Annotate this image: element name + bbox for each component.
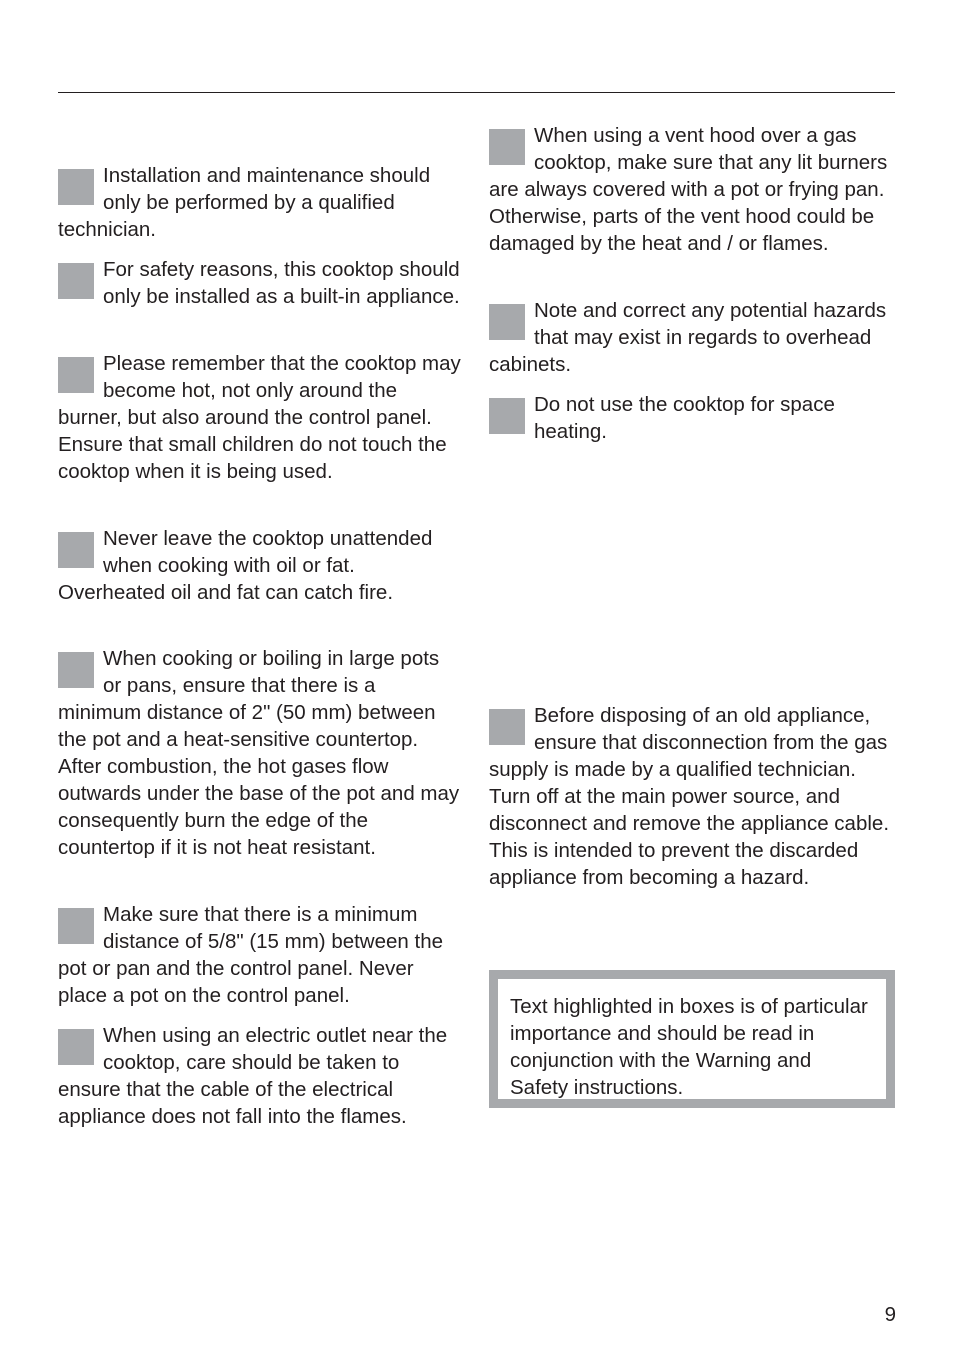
bullet-square-icon — [489, 398, 525, 434]
warning-text: Installation and maintenance should only be performed by a qualified technician. — [58, 164, 431, 241]
warning-text: For safety reasons, this cooktop should only be installed as a built-in appliance. — [103, 258, 460, 308]
highlight-note-box — [489, 970, 895, 1108]
bullet-square-icon — [489, 304, 525, 340]
warning-text: Do not use the cooktop for space heating. — [534, 393, 835, 443]
bullet-square-icon — [58, 532, 94, 568]
warning-item — [58, 645, 462, 861]
warning-text: Note and correct any potential hazards that may exist in regards to overhead cabinets. — [489, 299, 887, 376]
bullet-square-icon — [489, 709, 525, 745]
bullet-square-icon — [58, 357, 94, 393]
warning-item — [58, 525, 462, 606]
warning-text: Before disposing of an old appliance, ensure that disconnection from the gas supply is made by a qualified technician. Turn off at the main power source, and disconnect and remove the appliance cable. This is intended to prevent the discarded appliance from becoming a hazard. — [489, 704, 890, 889]
bullet-square-icon — [58, 908, 94, 944]
bullet-square-icon — [58, 169, 94, 205]
bullet-square-icon — [489, 129, 525, 165]
page-number: 9 — [884, 1303, 896, 1326]
warning-item — [489, 297, 893, 378]
note-text: Text highlighted in boxes is of particular importance and should be read in conjunction with the Warning and Safety instructions. — [510, 995, 868, 1099]
warning-text: Never leave the cooktop unattended when cooking with oil or fat. Overheated oil and fat can catch fire. — [58, 527, 433, 604]
warning-item — [58, 256, 462, 310]
warning-item — [58, 901, 462, 1009]
header-rule — [58, 92, 895, 93]
warning-item — [489, 391, 893, 445]
warning-item — [489, 702, 893, 891]
warning-text: When cooking or boiling in large pots or pans, ensure that there is a minimum distance of 2" (50 mm) between the pot and a heat-sensitive countertop. After combustion, the hot gases flow outwards under the base of the pot and may consequently burn the edge of the countertop if it is not heat resistant. — [58, 647, 460, 859]
warning-text: Make sure that there is a minimum distance of 5/8" (15 mm) between the pot or pan and the control panel. Never place a pot on the control panel. — [58, 903, 444, 1007]
warning-item — [489, 122, 893, 257]
warning-text: Please remember that the cooktop may become hot, not only around the burner, but also around the control panel. Ensure that small children do not touch the cooktop when it is being used. — [58, 352, 461, 483]
warning-item — [58, 1022, 462, 1130]
warning-text: When using a vent hood over a gas cooktop, make sure that any lit burners are always covered with a pot or frying pan. Otherwise, parts of the vent hood could be damaged by the heat and / or flames. — [489, 124, 888, 255]
bullet-square-icon — [58, 652, 94, 688]
warning-text: When using an electric outlet near the cooktop, care should be taken to ensure that the cable of the electrical appliance does not fall into the flames. — [58, 1024, 448, 1128]
bullet-square-icon — [58, 263, 94, 299]
bullet-square-icon — [58, 1029, 94, 1065]
warning-item — [58, 350, 462, 485]
warning-item — [58, 162, 462, 243]
